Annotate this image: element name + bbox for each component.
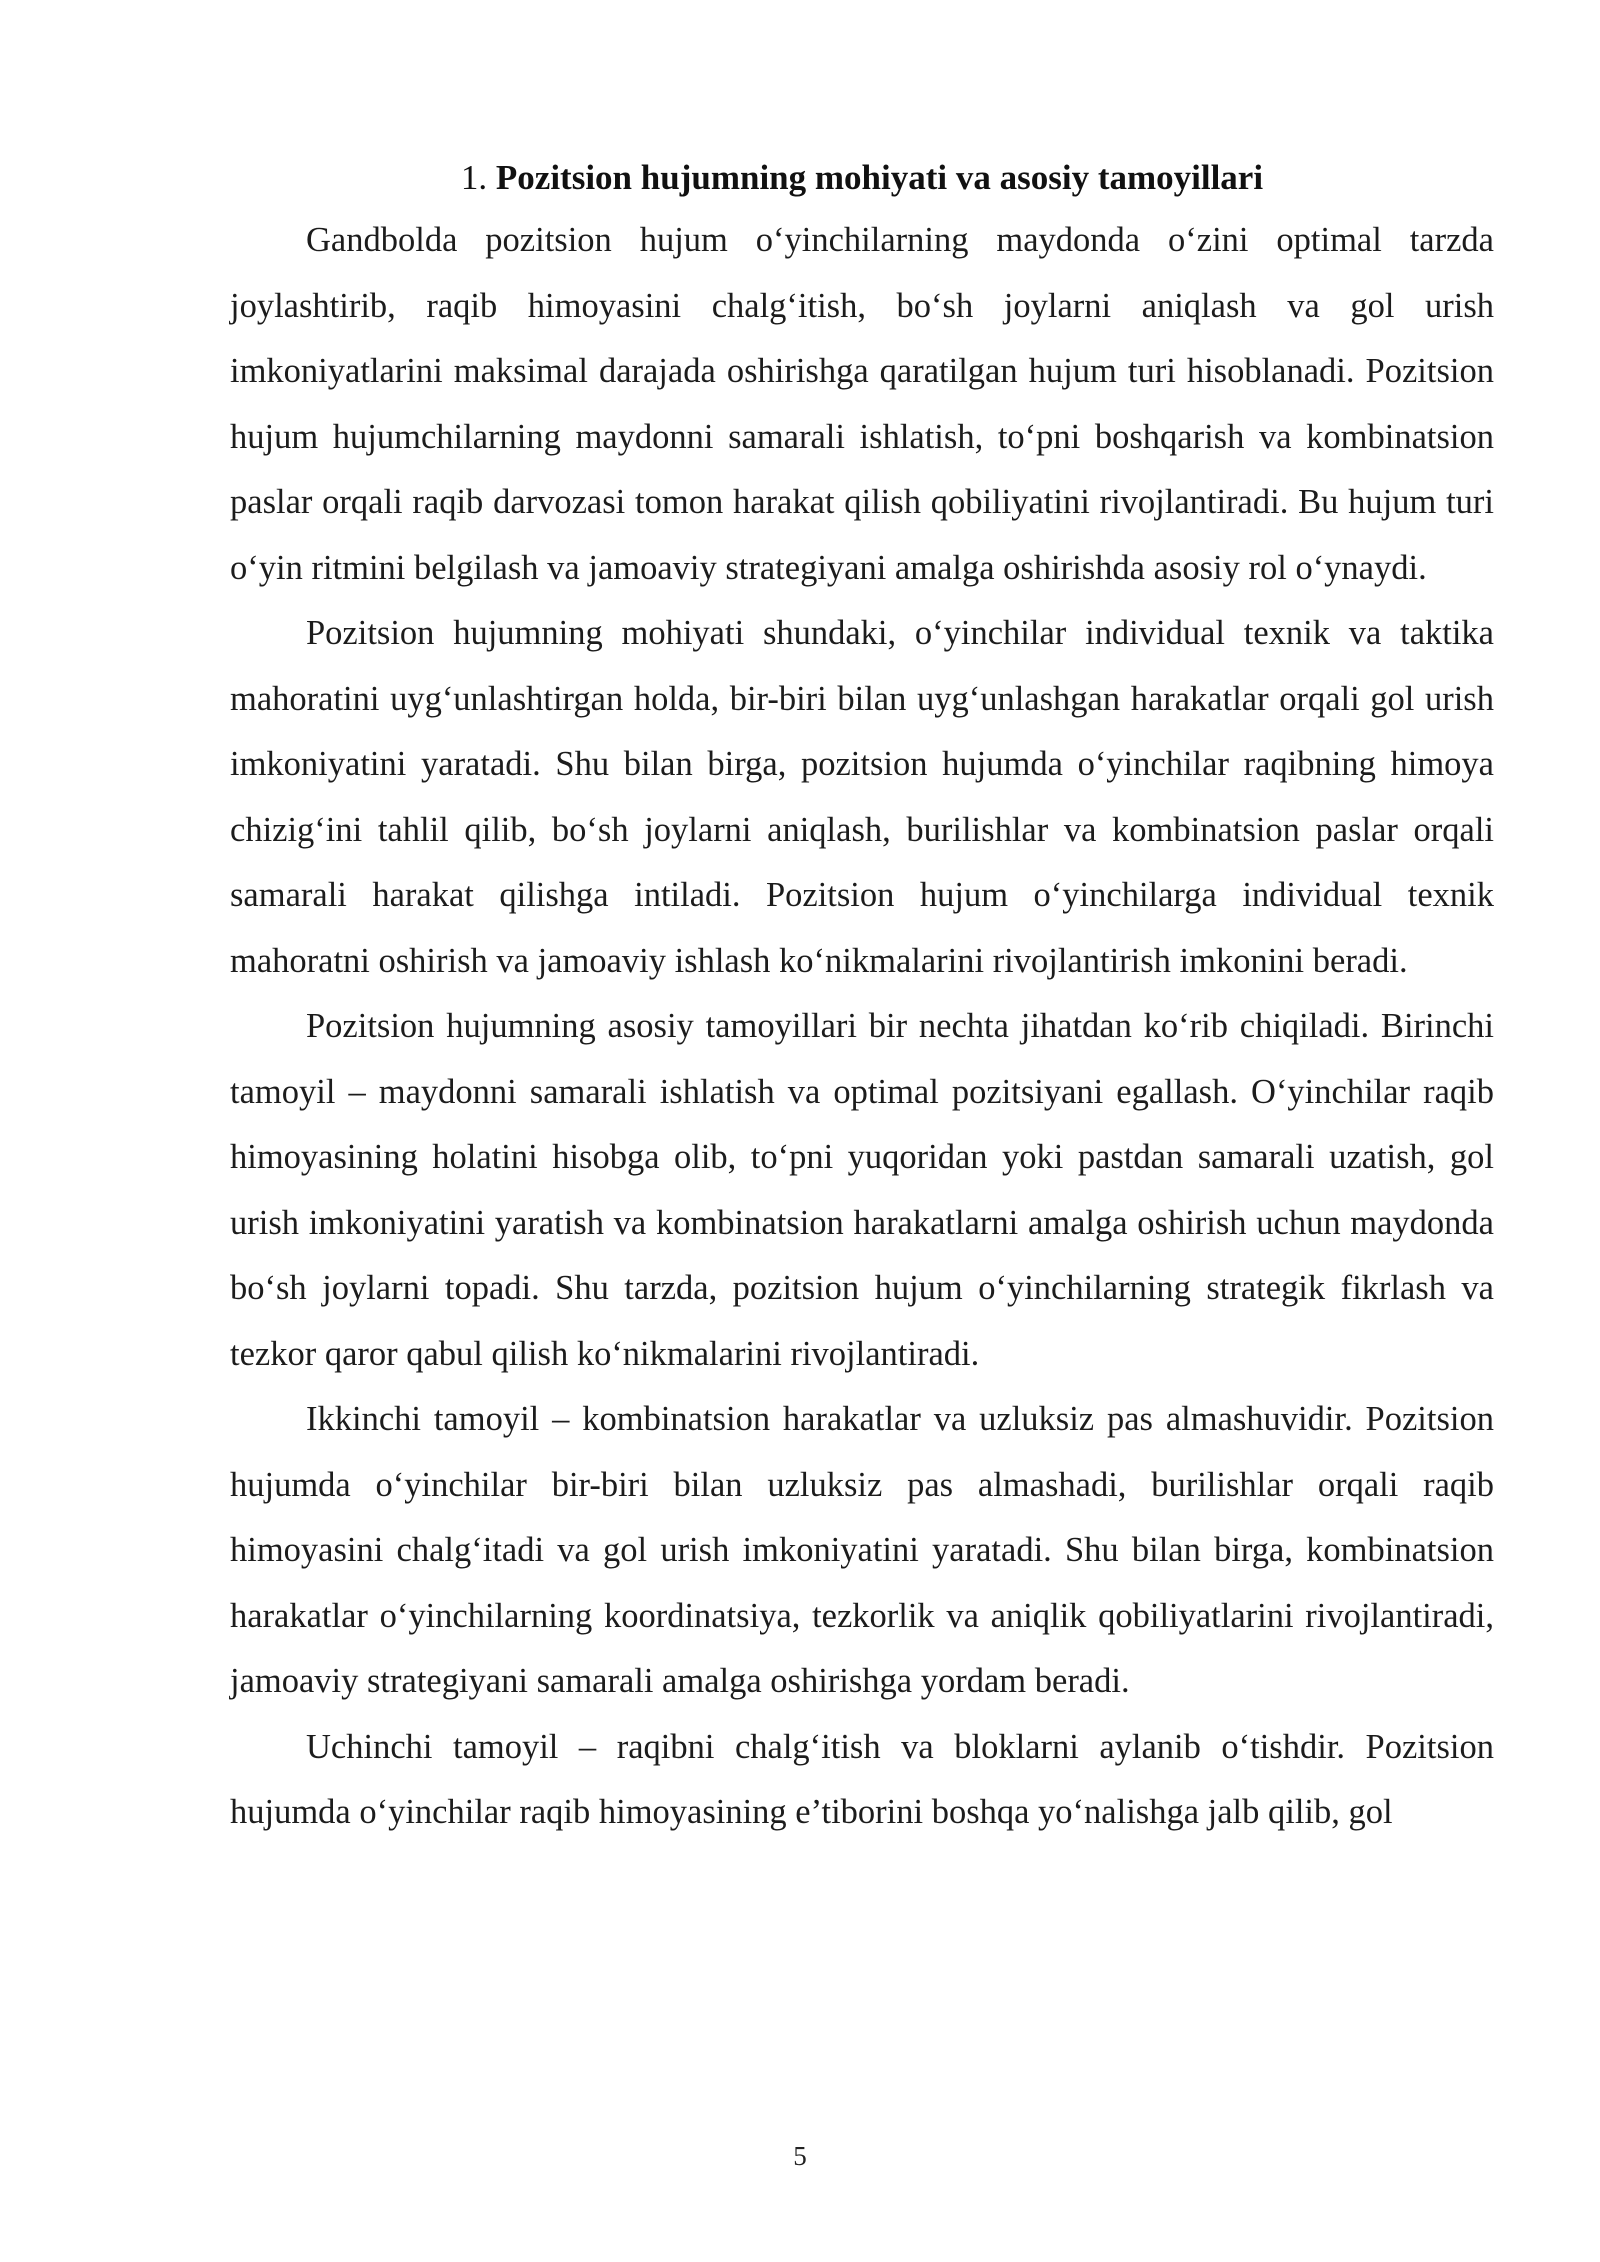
page-number: 5	[793, 2141, 807, 2171]
paragraph-2: Pozitsion hujumning mohiyati shundaki, o‘yinchilar individual texnik va taktika mahoratini uyg‘unlashtirgan holda, bir-biri bilan uyg‘unlashgan harakatlar orqali gol urish imkoniyatini yaratadi. Shu bilan birga, pozitsion hujumda o‘yinchilar raqibning himoya chizig‘ini tahlil qilib, bo‘sh joylarni aniqlash, burilishlar va kombinatsion paslar orqali samarali harakat qilishga intiladi. Pozitsion hujum o‘yinchilarga individual texnik mahoratni oshirish va jamoaviy ishlash ko‘nikmalarini rivojlantirish imkonini beradi.	[230, 614, 1494, 980]
paragraph-5: Uchinchi tamoyil – raqibni chalg‘itish va bloklarni aylanib o‘tishdir. Pozitsion hujumda o‘yinchilar raqib himoyasining e’tiborini boshqa yo‘nalishga jalb qilib, gol	[230, 1727, 1494, 1831]
section-heading	[230, 148, 1494, 208]
section-number: 1.	[460, 158, 488, 197]
section-title: Pozitsion hujumning mohiyati va asosiy tamoyillari	[495, 158, 1264, 197]
page-content	[230, 148, 1494, 1846]
paragraph-1: Gandbolda pozitsion hujum o‘yinchilarning maydonda o‘zini optimal tarzda joylashtirib, raqib himoyasini chalg‘itish, bo‘sh joylarni aniqlash va gol urish imkoniyatlarini maksimal darajada oshirishga qaratilgan hujum turi hisoblanadi. Pozitsion hujum hujumchilarning maydonni samarali ishlatish, to‘pni boshqarish va kombinatsion paslar orqali raqib darvozasi tomon harakat qilish qobiliyatini rivojlantiradi. Bu hujum turi o‘yin ritmini belgilash va jamoaviy strategiyani amalga oshirishda asosiy rol o‘ynaydi.	[230, 221, 1494, 587]
paragraph-4: Ikkinchi tamoyil – kombinatsion harakatlar va uzluksiz pas almashuvidir. Pozitsion hujumda o‘yinchilar bir-biri bilan uzluksiz pas almashadi, burilishlar orqali raqib himoyasini chalg‘itadi va gol urish imkoniyatini yaratadi. Shu bilan birga, kombinatsion harakatlar o‘yinchilarning koordinatsiya, tezkorlik va aniqlik qobiliyatlarini rivojlantiradi, jamoaviy strategiyani samarali amalga oshirishga yordam beradi.	[230, 1400, 1494, 1700]
paragraph-3: Pozitsion hujumning asosiy tamoyillari bir nechta jihatdan ko‘rib chiqiladi. Birinchi tamoyil – maydonni samarali ishlatish va optimal pozitsiyani egallash. O‘yinchilar raqib himoyasining holatini hisobga olib, to‘pni yuqoridan yoki pastdan samarali uzatish, gol urish imkoniyatini yaratish va kombinatsion harakatlarni amalga oshirish uchun maydonda bo‘sh joylarni topadi. Shu tarzda, pozitsion hujum o‘yinchilarning strategik fikrlash va tezkor qaror qabul qilish ko‘nikmalarini rivojlantiradi.	[230, 1007, 1494, 1373]
